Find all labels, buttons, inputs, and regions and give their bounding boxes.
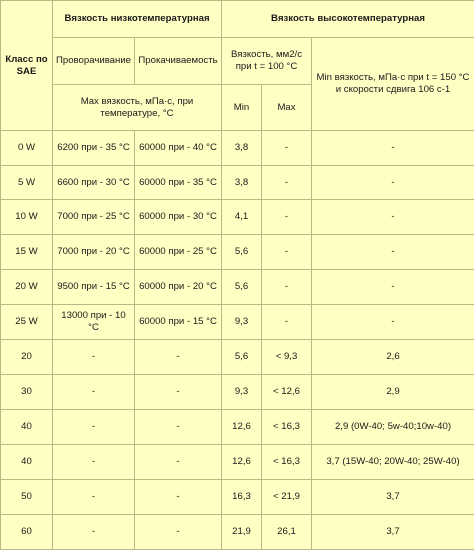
cell-hths: 3,7 xyxy=(312,480,474,515)
cell-pumping: - xyxy=(135,515,222,550)
cell-max: - xyxy=(262,305,312,340)
cell-pumping: - xyxy=(135,410,222,445)
cell-cranking: 6600 при - 30 °С xyxy=(53,166,135,200)
cell-hths: - xyxy=(312,131,474,166)
header-row-2 xyxy=(1,38,474,85)
header-high-temp: Вязкость высокотемпературная xyxy=(222,1,474,38)
header-kin-viscosity: Вязкость, мм2/с при t = 100 °С xyxy=(222,38,312,85)
cell-sae: 20 W xyxy=(1,270,53,305)
cell-max: - xyxy=(262,270,312,305)
table-row xyxy=(1,166,474,200)
cell-sae: 20 xyxy=(1,340,53,375)
header-max: Max xyxy=(262,85,312,131)
cell-cranking: - xyxy=(53,445,135,480)
cell-pumping: 60000 при - 35 °С xyxy=(135,166,222,200)
cell-max: < 9,3 xyxy=(262,340,312,375)
cell-pumping: 60000 при - 40 °С xyxy=(135,131,222,166)
cell-hths: 2,9 (0W-40; 5w-40;10w-40) xyxy=(312,410,474,445)
header-row-1 xyxy=(1,1,474,38)
cell-min: 5,6 xyxy=(222,235,262,270)
table-row xyxy=(1,515,474,550)
cell-min: 3,8 xyxy=(222,131,262,166)
table-row xyxy=(1,410,474,445)
cell-cranking: 6200 при - 35 °С xyxy=(53,131,135,166)
cell-min: 12,6 xyxy=(222,410,262,445)
cell-cranking: 7000 при - 25 °С xyxy=(53,200,135,235)
cell-hths: 3,7 xyxy=(312,515,474,550)
cell-min: 4,1 xyxy=(222,200,262,235)
cell-hths: - xyxy=(312,200,474,235)
cell-sae: 15 W xyxy=(1,235,53,270)
cell-cranking: - xyxy=(53,410,135,445)
header-sae-class: Класс по SAE xyxy=(1,1,53,131)
cell-hths: 2,9 xyxy=(312,375,474,410)
header-min-hths: Min вязкость, мПа·с при t = 150 °С и скорости сдвига 106 с-1 xyxy=(312,38,474,131)
header-low-temp: Вязкость низкотемпературная xyxy=(53,1,222,38)
cell-pumping: 60000 при - 20 °С xyxy=(135,270,222,305)
cell-max: < 21,9 xyxy=(262,480,312,515)
cell-hths: - xyxy=(312,305,474,340)
cell-max: - xyxy=(262,235,312,270)
cell-sae: 0 W xyxy=(1,131,53,166)
header-pumping: Прокачиваемость xyxy=(135,38,222,85)
table-row xyxy=(1,270,474,305)
cell-max: < 12,6 xyxy=(262,375,312,410)
cell-pumping: - xyxy=(135,480,222,515)
cell-cranking: 13000 при - 10 °С xyxy=(53,305,135,340)
cell-min: 9,3 xyxy=(222,305,262,340)
header-max-low-visc: Max вязкость, мПа·с, при температуре, °С xyxy=(53,85,222,131)
cell-hths: 2,6 xyxy=(312,340,474,375)
cell-sae: 50 xyxy=(1,480,53,515)
table-row xyxy=(1,305,474,340)
table-row xyxy=(1,340,474,375)
cell-max: - xyxy=(262,131,312,166)
cell-pumping: 60000 при - 30 °С xyxy=(135,200,222,235)
cell-max: < 16,3 xyxy=(262,445,312,480)
cell-min: 21,9 xyxy=(222,515,262,550)
cell-max: < 16,3 xyxy=(262,410,312,445)
cell-cranking: 9500 при - 15 °С xyxy=(53,270,135,305)
cell-cranking: - xyxy=(53,375,135,410)
cell-cranking: 7000 при - 20 °С xyxy=(53,235,135,270)
cell-min: 9,3 xyxy=(222,375,262,410)
cell-cranking: - xyxy=(53,340,135,375)
cell-min: 3,8 xyxy=(222,166,262,200)
cell-min: 12,6 xyxy=(222,445,262,480)
cell-pumping: 60000 при - 15 °С xyxy=(135,305,222,340)
cell-sae: 30 xyxy=(1,375,53,410)
table-row xyxy=(1,131,474,166)
header-min: Min xyxy=(222,85,262,131)
cell-sae: 40 xyxy=(1,410,53,445)
table-row xyxy=(1,235,474,270)
cell-sae: 40 xyxy=(1,445,53,480)
cell-cranking: - xyxy=(53,515,135,550)
cell-sae: 60 xyxy=(1,515,53,550)
cell-max: 26,1 xyxy=(262,515,312,550)
cell-pumping: - xyxy=(135,340,222,375)
cell-sae: 5 W xyxy=(1,166,53,200)
cell-max: - xyxy=(262,166,312,200)
cell-min: 16,3 xyxy=(222,480,262,515)
cell-min: 5,6 xyxy=(222,270,262,305)
header-cranking: Проворачивание xyxy=(53,38,135,85)
table-row xyxy=(1,200,474,235)
cell-hths: - xyxy=(312,235,474,270)
cell-min: 5,6 xyxy=(222,340,262,375)
cell-pumping: - xyxy=(135,445,222,480)
cell-sae: 25 W xyxy=(1,305,53,340)
table-row xyxy=(1,480,474,515)
table-row xyxy=(1,375,474,410)
cell-max: - xyxy=(262,200,312,235)
cell-pumping: - xyxy=(135,375,222,410)
cell-sae: 10 W xyxy=(1,200,53,235)
cell-pumping: 60000 при - 25 °С xyxy=(135,235,222,270)
cell-hths: - xyxy=(312,270,474,305)
table-row xyxy=(1,445,474,480)
cell-cranking: - xyxy=(53,480,135,515)
cell-hths: 3,7 (15W-40; 20W-40; 25W-40) xyxy=(312,445,474,480)
cell-hths: - xyxy=(312,166,474,200)
